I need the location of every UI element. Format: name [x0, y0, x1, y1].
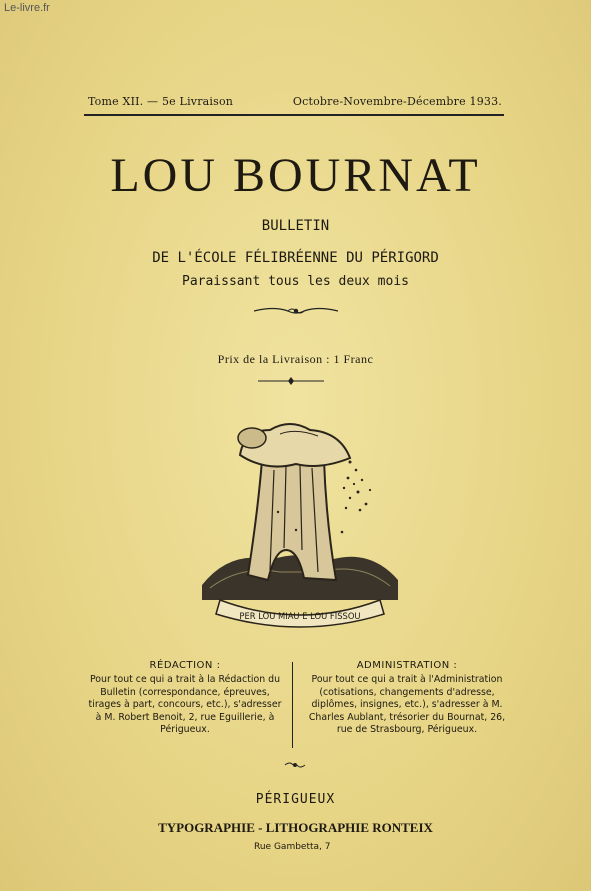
issue-date: Octobre-Novembre-Décembre 1933. — [292, 95, 502, 108]
redaction-column — [85, 660, 285, 736]
imprint-city: PÉRIGUEUX — [255, 792, 336, 807]
price-line: Prix de la Livraison : 1 Franc — [217, 352, 374, 366]
watermark: Le-livre.fr — [4, 2, 50, 14]
bulletin-label: BULLETIN — [261, 218, 330, 234]
column-divider — [292, 662, 293, 748]
administration-text: Pour tout ce qui a trait à l'Administration (cotisations, changements d'adresse, diplômes, insignes, etc.), s'adresser à M. Charles Aublant, trésorier du Bournat, 26, rue de Strasbourg, Périgueux. — [308, 674, 506, 736]
administration-column — [301, 660, 513, 736]
tome-label: Tome XII. — 5e Livraison — [88, 95, 234, 108]
flourish-ornament — [252, 304, 340, 318]
emblem-motto: PER LOU MIAU E LOU FISSOU — [239, 611, 361, 621]
contact-columns — [85, 660, 510, 752]
redaction-heading: RÉDACTION : — [149, 660, 221, 671]
rule-ornament — [256, 376, 326, 386]
redaction-text: Pour tout ce qui a trait à la Rédaction du Bulletin (correspondance, épreuves, tirages à part, concours, etc.), s'adresser à M. Robert Benoit, 2, rue Eguillerie, à Périgueux. — [88, 674, 282, 736]
header-rule — [84, 114, 504, 116]
small-ornament — [284, 760, 306, 770]
tree-stump-emblem — [200, 400, 400, 630]
frequency-note: Paraissant tous les deux mois — [182, 274, 409, 289]
issue-header — [88, 95, 502, 108]
imprint-printer: TYPOGRAPHIE - LITHOGRAPHIE RONTEIX — [158, 820, 433, 835]
journal-title: LOU BOURNAT — [110, 149, 481, 202]
imprint-address: Rue Gambetta, 7 — [254, 842, 331, 852]
school-name: DE L'ÉCOLE FÉLIBRÉENNE DU PÉRIGORD — [152, 250, 439, 266]
administration-heading: ADMINISTRATION : — [356, 660, 458, 671]
